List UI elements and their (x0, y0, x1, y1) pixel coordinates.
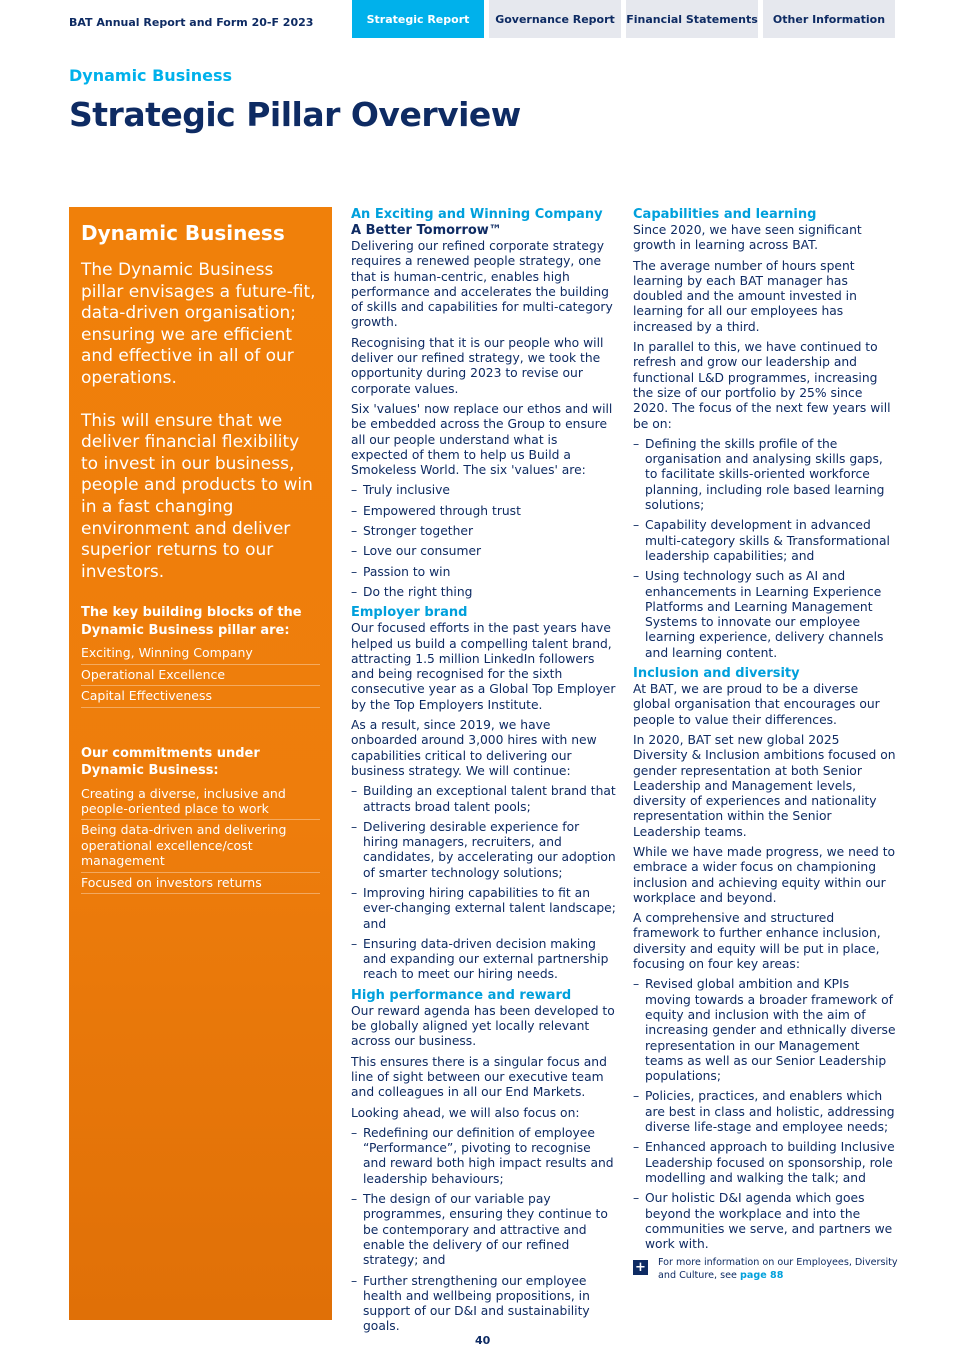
more-info-label: For more information on our Employees, Diversity and Culture, see (658, 1257, 898, 1281)
list-item: – Passion to win (351, 565, 616, 580)
more-info-callout (633, 1257, 898, 1282)
paragraph: The average number of hours spent learning by each BAT manager has doubled and the amount invested in learning for all our employees has increased by a third. (633, 258, 857, 334)
list-item: – Improving hiring capabilities to fit an ever-changing external talent landscape; and (351, 886, 616, 932)
paragraph: Recognising that it is our people who will deliver our refined strategy, we took the opportunity during 2023 to revise our corporate values. (351, 335, 604, 396)
paragraph: At BAT, we are proud to be a diverse global organisation that encourages our people to value their differences. (633, 682, 880, 727)
paragraph: Since 2020, we have seen significant growth in learning across BAT. (633, 223, 862, 253)
list-item: Creating a diverse, inclusive and people-oriented place to work (81, 784, 320, 821)
inclusion-focus-list (633, 977, 898, 1252)
page-number: 40 (475, 1334, 491, 1347)
section-heading: Capabilities and learning (633, 207, 817, 222)
plus-icon: + (633, 1260, 648, 1275)
list-item: – Empowered through trust (351, 504, 616, 519)
list-item: – Revised global ambition and KPIs moving towards a broader framework of equity and inclusion with the aim of increasing gender and ethnically diverse representation in our Management teams as well as our Senior Leadership populations; (633, 977, 898, 1084)
document-title: BAT Annual Report and Form 20-F 2023 (69, 16, 314, 29)
list-item: – Delivering desirable experience for hiring managers, recruiters, and candidates, by accelerating our adoption of smarter technology solutions; (351, 820, 616, 881)
section-heading: High performance and reward (351, 987, 572, 1003)
paragraph: In parallel to this, we have continued to refresh and grow our leadership and functional L&D programmes, increasing the size of our portfolio by 25% since 2020. The focus of the next few years will be on: (633, 340, 891, 431)
list-item: – Enhanced approach to building Inclusive Leadership focused on sponsorship, role modelling and walking the talk; and (633, 1140, 898, 1186)
reward-focus-list (351, 1126, 616, 1335)
learning-focus-list (633, 437, 898, 661)
paragraph: Our focused efforts in the past years have helped us build a compelling talent brand, attracting 1.5 million LinkedIn followers and being recognised for the sixth consecutive year as a Global Top Employer by the Top Employers Institute. (351, 621, 616, 712)
list-item: – Defining the skills profile of the organisation and analysing skills gaps, to facilitate skills-oriented workforce planning, including role based learning solutions; (633, 437, 898, 513)
tab-other-information[interactable]: Other Information (763, 0, 895, 38)
text-column-2 (633, 204, 898, 1282)
panel-paragraph: This will ensure that we deliver financial flexibility to invest in our business, people and products to win in a fast changing environment and deliver superior returns to our investors. (81, 410, 313, 582)
tab-governance-report[interactable]: Governance Report (489, 0, 621, 38)
list-item: – Capability development in advanced multi-category skills & Transformational leadership capabilities; and (633, 518, 898, 564)
tab-financial-statements[interactable]: Financial Statements (626, 0, 758, 38)
section-heading: Inclusion and diversity (633, 666, 800, 682)
paragraph: This ensures there is a singular focus and line of sight between our executive team and colleagues in all our End Markets. (351, 1054, 607, 1100)
list-item: Exciting, Winning Company (81, 643, 320, 664)
section-heading: Employer brand (351, 605, 468, 621)
list-item: – Building an exceptional talent brand that attracts broad talent pools; (351, 784, 616, 815)
list-item: – Policies, practices, and enablers which are best in class and holistic, addressing diverse life-stage and employee needs; (633, 1089, 898, 1135)
list-item: – Our holistic D&I agenda which goes beyond the workplace and into the communities we serve, and partners we work with. (633, 1191, 898, 1252)
top-bar (0, 0, 966, 38)
panel-paragraph: The Dynamic Business pillar envisages a future-fit, data-driven organisation; ensuring we are efficient and effective in all of our operations. (81, 260, 316, 388)
list-item: – Using technology such as AI and enhancements in Learning Experience Platforms and Learning Management Systems to innovate our employee learning experience, delivery channels and learning content. (633, 569, 898, 661)
hiring-focus-list (351, 784, 616, 983)
list-item: Focused on investors returns (81, 873, 320, 894)
tab-strategic-report[interactable]: Strategic Report (352, 0, 484, 38)
paragraph: Delivering our refined corporate strategy requires a renewed people strategy, one that is human-centric, enables high performance and accelerates the building of skills and capabilities for multi-category growth. (351, 239, 613, 330)
pillar-summary-panel (69, 207, 332, 1320)
list-item: Capital Effectiveness (81, 686, 320, 707)
building-blocks-heading: The key building blocks of the Dynamic Business pillar are: (81, 605, 302, 638)
list-item: – Ensuring data-driven decision making and expanding our external partnership reach to meet our hiring needs. (351, 937, 616, 983)
paragraph: While we have made progress, we need to embrace a wider focus on championing inclusion and achieving equity within our workplace and beyond. (633, 844, 896, 905)
commitments-heading: Our commitments under Dynamic Business: (81, 745, 260, 779)
text-column-1 (351, 204, 616, 1340)
paragraph: Looking ahead, we will also focus on: (351, 1105, 580, 1120)
paragraph: Our reward agenda has been developed to be globally aligned yet locally relevant across our business. (351, 1003, 615, 1049)
more-info-text (658, 1257, 898, 1282)
values-list (351, 483, 616, 600)
section-subheading: A Better Tomorrow™ (351, 223, 502, 238)
list-item: – Love our consumer (351, 544, 616, 559)
list-item: – The design of our variable pay programmes, ensuring they continue to be contemporary and attractive and enable the delivery of our refined strategy; and (351, 1192, 616, 1268)
list-item: – Stronger together (351, 524, 616, 539)
list-item: – Truly inclusive (351, 483, 616, 498)
list-item: Operational Excellence (81, 665, 320, 686)
paragraph: As a result, since 2019, we have onboarded around 3,000 hires with new capabilities critical to delivering our business strategy. We will continue: (351, 718, 597, 778)
list-item: – Further strengthening our employee health and wellbeing propositions, in support of our D&I and sustainability goals. (351, 1274, 616, 1335)
paragraph: Six 'values' now replace our ethos and will be embedded across the Group to ensure all our people understand what is expected of them to help us Build a Smokeless World. The six 'values' are: (351, 401, 613, 478)
section-kicker: Dynamic Business (69, 66, 232, 85)
page-link[interactable]: page 88 (740, 1269, 784, 1281)
paragraph: A comprehensive and structured framework to further enhance inclusion, diversity and equity will be put in place, focusing on four key areas: (633, 911, 881, 972)
list-item: Being data-driven and delivering operational excellence/cost management (81, 820, 320, 872)
commitments-list (81, 784, 320, 894)
section-heading: An Exciting and Winning Company (351, 207, 603, 222)
list-item: – Do the right thing (351, 585, 616, 600)
list-item: – Redefining our definition of employee “Performance”, pivoting to recognise and reward both high impact results and leadership behaviours; (351, 1126, 616, 1187)
page-title: Strategic Pillar Overview (69, 95, 521, 134)
paragraph: In 2020, BAT set new global 2025 Diversity & Inclusion ambitions focused on gender representation at both Senior Leadership and Management levels, diversity of experiences and nationality representation within the Senior Leadership teams. (633, 732, 896, 839)
panel-heading: Dynamic Business (81, 221, 285, 245)
section-tabs (352, 0, 895, 38)
building-blocks-list (81, 643, 320, 707)
